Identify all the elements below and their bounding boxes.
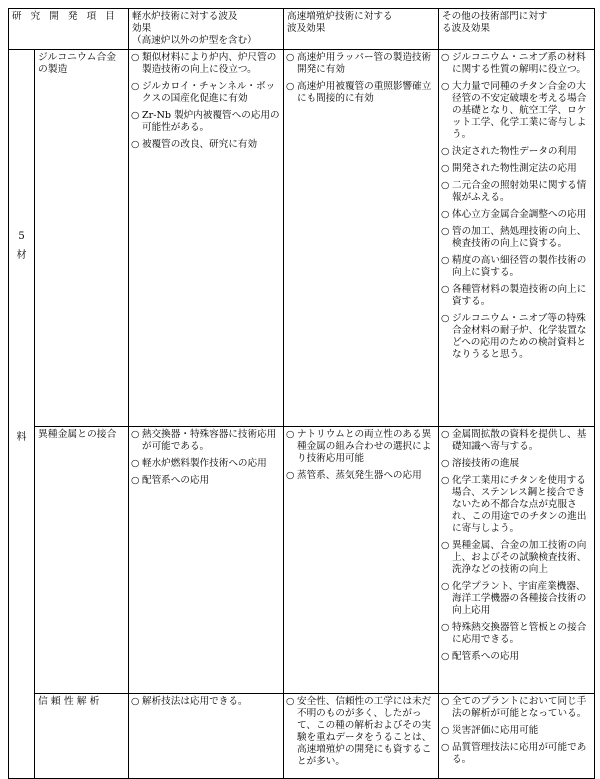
- list-item: ○ 体心立方金属合金調整への応用: [442, 209, 591, 221]
- category-cell: [9, 49, 35, 778]
- header-light-water-line1: 軽水炉技術に対する波及: [132, 11, 238, 22]
- list-item: ○ ジルコニウム・ニオブ等の特殊合金材料の耐子炉、化学装置などへの応用のための検討資料となりうると思う。: [442, 313, 591, 361]
- header-research-item: 研 究 開 発 項 目: [9, 9, 129, 50]
- list-item: ○ 配管系への応用: [442, 651, 591, 663]
- list-item: ○ 高速炉用ラッパー管の製造技術開発に有効: [287, 52, 435, 76]
- header-light-water-line3: （高速炉以外の炉型を含む）: [132, 34, 257, 46]
- list-item: ○ 化学工業用にチタンを使用する場合、ステンレス鋼と接合できないため不都合な点が克服され、この用途でのチタンの進出に寄与しよう。: [442, 475, 591, 535]
- list-item: ○ 溶接技術の進展: [442, 458, 591, 470]
- list-item: ○ 大力量で同種のチタン合金の大径管の不安定破壊を考える場合の基礎となり、航空工学、ロケット工学、化学工業に寄与しよう。: [442, 81, 591, 141]
- row-zirconium-alloy: [9, 49, 595, 426]
- list-item: ○ 金属間拡散の資料を提供し、基礎知識へ寄与する。: [442, 429, 591, 453]
- document-page: [8, 8, 594, 772]
- row-dissimilar-metal-joining: [9, 426, 595, 693]
- category-char-2: 料: [16, 431, 27, 443]
- light-water-effects: [129, 426, 284, 693]
- header-other-fields-line1: その他の技術部門に対す: [442, 11, 548, 22]
- light-water-effects: [129, 49, 284, 426]
- list-item: ○ 熱交換器・特殊容器に技術応用が可能である。: [132, 429, 280, 453]
- list-item: ○ 開発された物性測定法の応用: [442, 163, 591, 175]
- header-row: [9, 9, 595, 50]
- list-item: ○ 精度の高い細径管の製作技術の向上に資する。: [442, 255, 591, 279]
- header-fast-breeder-line2: 波及効果: [287, 22, 326, 34]
- list-item: ○ 管の加工、熱処理技術の向上、検査技術の向上に資する。: [442, 226, 591, 250]
- other-field-effects: [439, 49, 595, 426]
- fast-breeder-effects: [284, 49, 439, 426]
- list-item: ○ 類似材料により炉内、炉尺管の製造技術の向上に役立つ。: [132, 52, 280, 76]
- topic-cell: 異種金属との接合: [35, 426, 129, 693]
- category-char-1: 材: [16, 249, 27, 261]
- list-item: ○ 被覆管の改良、研究に有効: [132, 139, 280, 151]
- topic-cell: ジルコニウム合金の製造: [35, 49, 129, 426]
- light-water-effects: [129, 693, 284, 778]
- list-item: ○ 特殊熱交換器管と管板との接合に応用できる。: [442, 622, 591, 646]
- list-item: ○ 化学プラント、宇宙産業機器、海洋工学機器の各種接合技術の向上応用: [442, 581, 591, 617]
- list-item: ○ 全てのプラントにおいて同じ手法の解析が可能となっている。: [442, 696, 591, 720]
- list-item: ○ 軽水炉燃料製作技術への応用: [132, 458, 280, 470]
- list-item: ○ 高速炉用被覆管の重照影響確立にも間接的に有効: [287, 81, 435, 105]
- row-reliability-analysis: [9, 693, 595, 778]
- list-item: ○ 解析技法は応用できる。: [132, 696, 280, 708]
- list-item: ○ 配管系への応用: [132, 475, 280, 487]
- list-item: ○ 各種管材料の製造技術の向上に資する。: [442, 284, 591, 308]
- header-fast-breeder-line1: 高速増殖炉技術に対する: [287, 11, 393, 22]
- category-number: 5: [18, 230, 25, 242]
- list-item: ○ ナトリウムとの両立性のある異種金属の組み合わせの選択により技術応用可能: [287, 429, 435, 465]
- list-item: ○ 蒸管系、蒸気発生器への応用: [287, 470, 435, 482]
- list-item: ○ 品質管理技法に応用が可能である。: [442, 742, 591, 766]
- list-item: ○ 災害評価に応用可能: [442, 725, 591, 737]
- list-item: ○ ジルコニウム・ニオブ系の材料に関する性質の解明に役立つ。: [442, 52, 591, 76]
- list-item: ○ 決定された物性データの利用: [442, 146, 591, 158]
- list-item: ○ ジルカロイ・チャンネル・ボックスの国産化促進に有効: [132, 81, 280, 105]
- header-light-water: [129, 9, 284, 50]
- header-fast-breeder: [284, 9, 439, 50]
- other-field-effects: [439, 426, 595, 693]
- header-other-fields-line2: る波及効果: [442, 22, 490, 34]
- fast-breeder-effects: [284, 693, 439, 778]
- header-light-water-line2: 効果: [132, 22, 152, 34]
- fast-breeder-effects: [284, 426, 439, 693]
- topic-cell: 信 頼 性 解 析: [35, 693, 129, 778]
- list-item: ○ 二元合金の照射効果に関する情報がふえる。: [442, 180, 591, 204]
- category-label-top: [12, 227, 31, 265]
- research-effects-table: [8, 8, 595, 779]
- header-other-fields: [439, 9, 595, 50]
- list-item: ○ 安全性、信頼性の工学には未だ不明のものが多く、したがって、この種の解析およびその実験を重ねデータをうることは、高速増殖炉の開発にも資することが多い。: [287, 696, 435, 768]
- list-item: ○ 異種金属、合金の加工技術の向上、およびその試験検査技術、洗浄などの技術の向上: [442, 540, 591, 576]
- list-item: ○ Zr-Nb 製炉内被覆管への応用の可能性がある。: [132, 110, 280, 134]
- other-field-effects: [439, 693, 595, 778]
